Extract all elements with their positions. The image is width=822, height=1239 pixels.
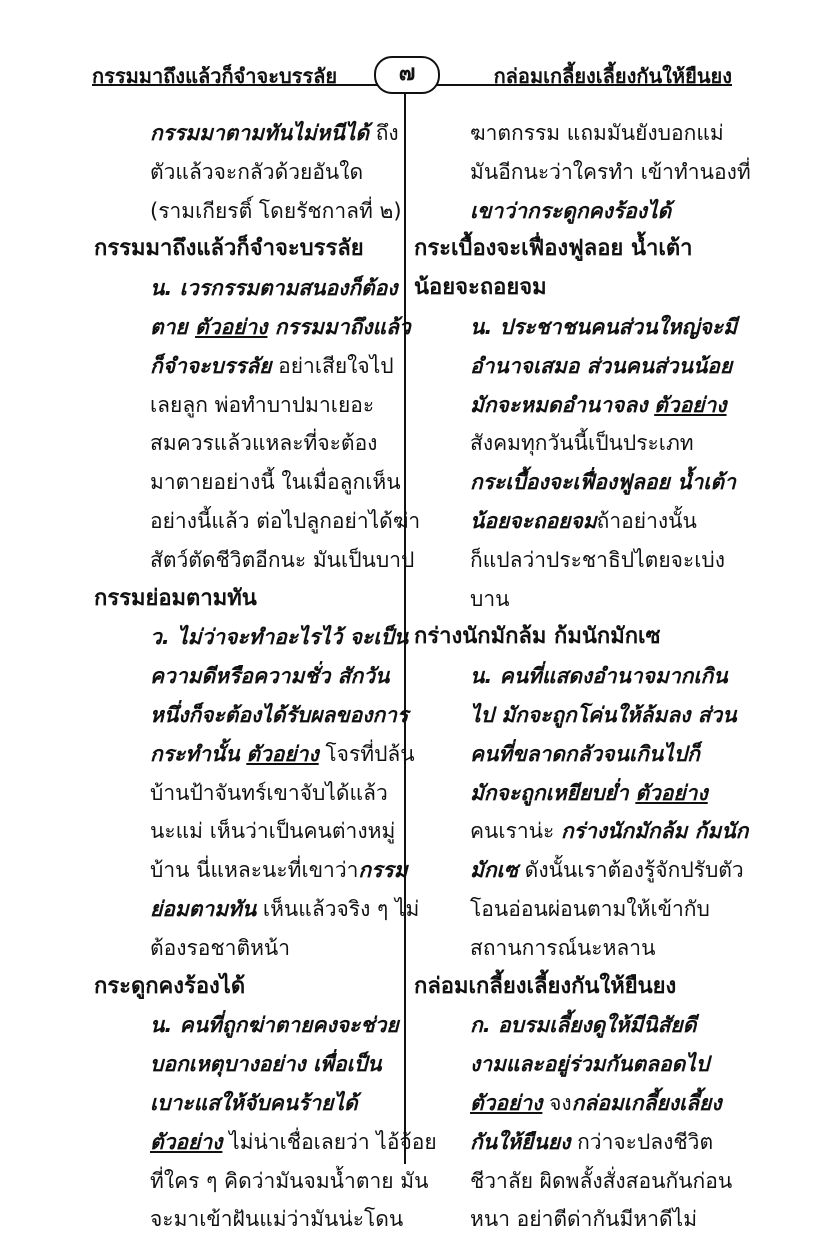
text-line — [94, 502, 421, 541]
text-line — [94, 114, 398, 153]
running-header — [92, 54, 732, 88]
text-segment: คนเราน่ะ — [470, 819, 561, 844]
text-segment: ตัวแล้วจะกลัวด้วยอันใด — [150, 159, 364, 184]
text-segment: หนา อย่าตีด่ากันมีหาดีไม่ — [470, 1207, 698, 1232]
text-line — [414, 541, 734, 580]
text-segment: บ้าน นี่แหละนะที่เขาว่า — [150, 858, 359, 883]
text-line — [94, 774, 398, 813]
emphasized-text: มักจะถูกเหยียบย่ำ — [470, 780, 629, 805]
text-line — [94, 890, 420, 929]
text-line — [94, 347, 398, 386]
text-line — [94, 541, 415, 580]
page-number: ๗ — [374, 56, 440, 94]
text-line — [414, 696, 737, 735]
text-segment: เห็นแล้วจริง ๆ ไม่ — [256, 896, 420, 921]
emphasized-text: อำนาจเสมอ ส่วนคนส่วนน้อย — [470, 353, 733, 378]
entry-heading — [94, 230, 398, 269]
text-segment: ดังนั้นเราต้องรู้จักปรับตัว — [518, 858, 744, 883]
text-line — [414, 192, 734, 231]
emphasized-text: น. คนที่แสดงอำนาจมากเกิน — [470, 664, 728, 689]
text-segment: บาน — [470, 586, 510, 611]
text-line — [414, 812, 749, 851]
emphasized-text: ตาย — [150, 314, 196, 339]
text-line — [94, 696, 409, 735]
text-line — [94, 1084, 398, 1123]
emphasized-text: กรรมมาถึงแล้ว — [267, 314, 411, 339]
text-segment: กรรมย่อมตามทัน — [94, 585, 257, 611]
text-line — [94, 618, 409, 657]
emphasized-text: หนึ่งก็จะต้องได้รับผลของการ — [150, 702, 409, 727]
text-line — [414, 463, 734, 502]
emphasized-text: กรรมมาตามทันไม่หนีได้ — [150, 121, 370, 145]
text-line — [414, 153, 751, 192]
text-segment: น้อยจะถอยจม — [414, 275, 547, 301]
text-line — [414, 1200, 734, 1239]
text-line — [94, 851, 408, 890]
emphasized-text: กรรม — [358, 858, 408, 883]
text-line — [94, 657, 398, 696]
text-segment: กรรมมาถึงแล้วก็จำจะบรรลัย — [94, 236, 364, 262]
emphasized-text: กระเบื้องจะเฟื่องฟูลอย น้ำเต้า — [470, 470, 736, 495]
text-segment: ฆาตกรรม แถมมันยังบอกแม่ — [470, 121, 724, 145]
text-line — [414, 735, 734, 774]
emphasized-text: มักจะหมดอำนาจลง — [470, 392, 648, 417]
emphasized-text: ว. ไม่ว่าจะทำอะไรไว้ จะเป็น — [150, 625, 409, 650]
entry-heading — [414, 968, 734, 1007]
text-line — [414, 1123, 734, 1162]
emphasized-text: งามและอยู่ร่วมกันตลอดไป — [470, 1052, 710, 1077]
emphasized-text: ก็จำจะบรรลัย — [150, 353, 272, 378]
text-segment: ถ้าอย่างนั้น — [596, 508, 697, 533]
text-segment: อย่าเสียใจไป — [271, 353, 394, 378]
emphasized-text: บอกเหตุบางอย่าง เพื่อเป็น — [150, 1052, 382, 1077]
text-line — [94, 308, 411, 347]
emphasized-text: ก. อบรมเลี้ยงดูให้มีนิสัยดี — [470, 1013, 697, 1038]
text-line — [94, 424, 398, 463]
emphasized-text: มักเซ — [470, 858, 518, 883]
entry-heading — [414, 230, 734, 269]
emphasized-text: น้อยจะถอยจม — [470, 508, 597, 533]
text-segment: สังคมทุกวันนี้เป็นประเภท — [470, 431, 694, 456]
text-segment: ชีวาลัย ผิดพลั้งสั่งสอนกันก่อน — [470, 1168, 733, 1193]
text-line — [414, 424, 734, 463]
text-segment: สมควรแล้วแหละที่จะต้อง — [150, 431, 378, 456]
text-segment: กว่าจะปลงชีวิต — [570, 1129, 714, 1154]
text-line — [94, 192, 402, 231]
text-segment: โอนอ่อนผ่อนตามให้เข้ากับ — [470, 896, 710, 921]
text-line — [414, 347, 734, 386]
text-line — [414, 657, 734, 696]
text-line — [414, 308, 737, 347]
text-segment: นะแม่ เห็นว่าเป็นคนต่างหมู่ — [150, 819, 396, 844]
emphasized-text: ไป มักจะถูกโค่นให้ล้มลง ส่วน — [470, 702, 737, 727]
example-label: ตัวอย่าง — [195, 314, 268, 339]
example-label: ตัวอย่าง — [635, 780, 708, 805]
emphasized-text: คนที่ขลาดกลัวจนเกินไปก็ — [470, 741, 700, 766]
right-column — [414, 114, 751, 1239]
emphasized-text: ย่อมตามทัน — [150, 896, 257, 921]
text-segment: มาตายอย่างนี้ ในเมื่อลูกเห็น — [150, 470, 401, 495]
text-line — [414, 1084, 734, 1123]
emphasized-text: เบาะแสให้จับคนร้ายได้ — [150, 1090, 358, 1115]
text-line — [94, 812, 398, 851]
text-line — [94, 1123, 437, 1162]
text-line — [94, 1006, 398, 1045]
text-segment: กระดูกคงร้องได้ — [94, 973, 246, 999]
text-line — [414, 1045, 734, 1084]
text-segment: อย่างนี้แล้ว ต่อไปลูกอย่าได้ฆ่า — [150, 508, 421, 533]
example-label: ตัวอย่าง — [246, 741, 319, 766]
text-segment: ไม่น่าเชื่อเลยว่า ไอ้จ้อย — [222, 1129, 437, 1154]
emphasized-text: ความดีหรือความชั่ว สักวัน — [150, 664, 390, 689]
text-line — [94, 1045, 398, 1084]
emphasized-text: น. เวรกรรมตามสนองก็ต้อง — [150, 276, 398, 301]
text-segment: โจรที่ปล้น — [318, 741, 415, 766]
example-label: ตัวอย่าง — [654, 392, 727, 417]
example-label: ตัวอย่าง — [150, 1129, 223, 1154]
text-line — [94, 386, 398, 425]
text-line — [414, 386, 734, 425]
text-segment: กล่อมเกลี้ยงเลี้ยงกันให้ยืนยง — [414, 973, 677, 999]
text-line — [414, 502, 734, 541]
header-left-title: กรรมมาถึงแล้วก็จำจะบรรลัย — [92, 64, 338, 88]
text-line — [94, 269, 398, 308]
emphasized-text: กร่างนักมักล้ม ก้มนัก — [560, 819, 749, 844]
text-line — [414, 929, 734, 968]
text-line — [414, 851, 744, 890]
text-segment: สัตว์ตัดชีวิตอีกนะ มันเป็นบาป — [150, 547, 415, 572]
text-segment: ถึง — [369, 121, 399, 145]
text-line — [94, 463, 401, 502]
text-line — [414, 890, 734, 929]
text-segment: กร่างนักมักล้ม ก้มนักมักเซ — [414, 624, 661, 650]
header-right-title: กล่อมเกลี้ยงเลี้ยงกันให้ยืนยง — [493, 64, 732, 88]
text-segment: (รามเกียรติ์ โดยรัชกาลที่ ๒) — [150, 198, 402, 223]
entry-heading — [94, 580, 398, 619]
text-line — [414, 1162, 734, 1201]
text-segment: ก็แปลว่าประชาธิปไตยจะเบ่ง — [470, 547, 725, 572]
text-segment: มันอีกนะว่าใครทำ เข้าทำนองที่ — [470, 159, 751, 184]
text-line — [414, 580, 734, 619]
text-line — [414, 774, 734, 813]
text-line — [94, 153, 398, 192]
text-segment: ที่ใคร ๆ คิดว่ามันจมน้ำตาย มัน — [150, 1168, 429, 1193]
text-segment: จะมาเข้าฝันแม่ว่ามันน่ะโดน — [150, 1207, 404, 1232]
text-line — [94, 929, 398, 968]
emphasized-text: กระทำนั้น — [150, 741, 240, 766]
text-line — [94, 1162, 429, 1201]
emphasized-text: เขาว่ากระดูกคงร้องได้ — [470, 198, 672, 223]
text-segment: จง — [542, 1090, 572, 1115]
text-line — [94, 1200, 404, 1239]
emphasized-text: กล่อมเกลี้ยงเลี้ยง — [571, 1090, 722, 1115]
text-line — [94, 735, 415, 774]
text-line — [414, 1006, 734, 1045]
example-label: ตัวอย่าง — [470, 1090, 543, 1115]
text-line — [414, 114, 734, 153]
text-segment: สถานการณ์นะหลาน — [470, 935, 656, 960]
entry-heading — [414, 269, 734, 308]
emphasized-text: น. คนที่ถูกฆ่าตายคงจะช่วย — [150, 1013, 399, 1038]
text-segment: เลยลูก พ่อทำบาปมาเยอะ — [150, 392, 375, 417]
entry-heading — [414, 618, 734, 657]
left-column — [94, 114, 437, 1239]
emphasized-text: น. ประชาชนคนส่วนใหญ่จะมี — [470, 314, 737, 339]
text-segment: กระเบื้องจะเฟื่องฟูลอย น้ำเต้า — [414, 236, 693, 262]
text-segment: บ้านป้าจันทร์เขาจับได้แล้ว — [150, 780, 388, 805]
entry-heading — [94, 968, 398, 1007]
emphasized-text: กันให้ยืนยง — [470, 1129, 571, 1154]
text-segment: ต้องรอชาติหน้า — [150, 935, 291, 960]
